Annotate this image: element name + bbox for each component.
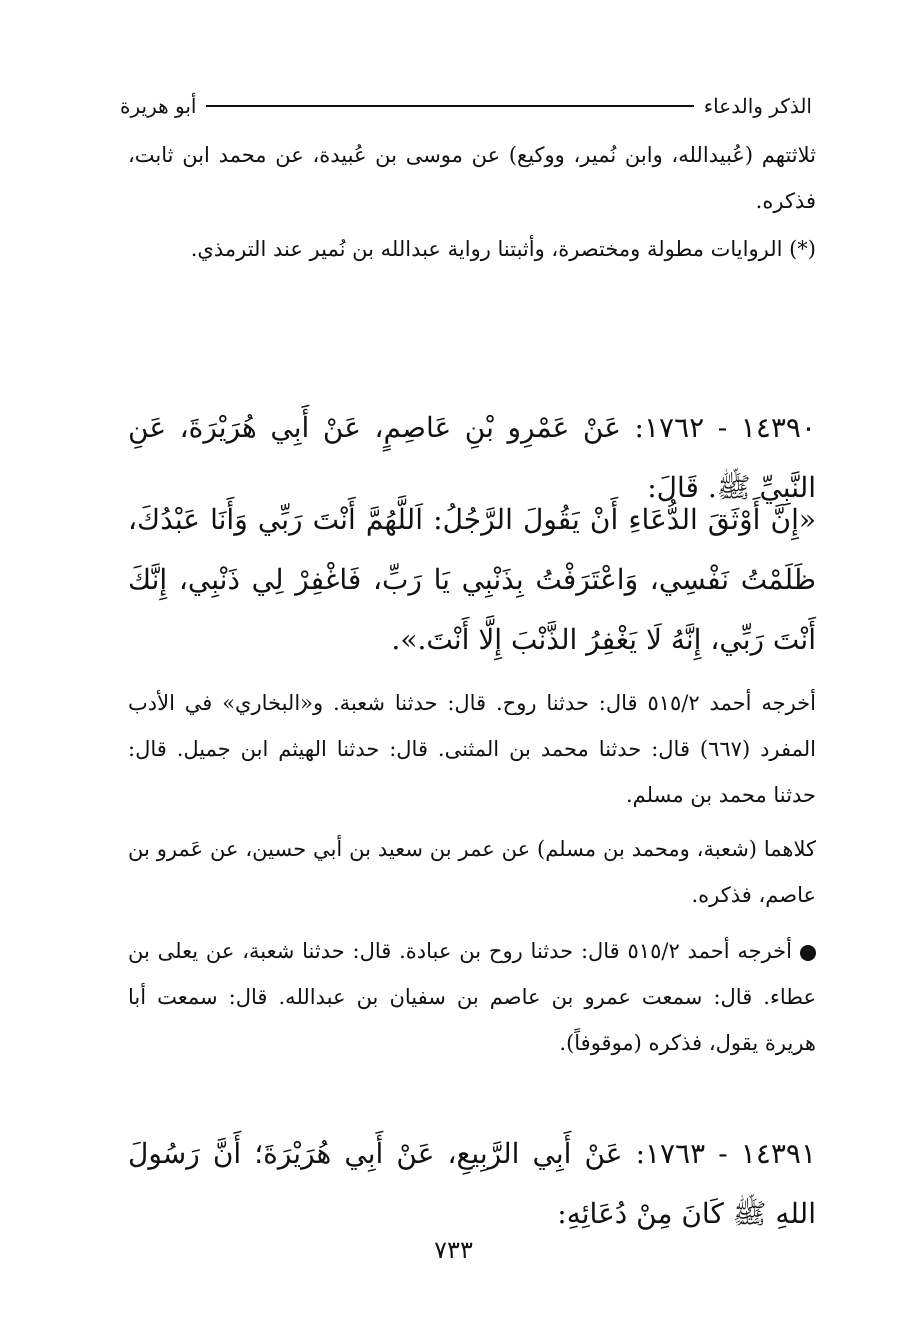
takhrij-paragraph-3-text: أخرجه أحمد ٥١٥/٢ قال: حدثنا روح بن عبادة. قال: حدثنا شعبة، عن يعلى بن عطاء. قال: سمعت عمرو بن عاصم بن سفيان بن عبدالله. قال: سمعت أبا هريرة يقول، فذكره (موقوفاً).: [128, 939, 816, 1055]
hadith-2-intro: ١٤٣٩١ - ١٧٦٣: عَنْ أَبِي الرَّبِيعِ، عَنْ أَبِي هُرَيْرَةَ؛ أَنَّ رَسُولَ اللهِ ﷺ كَانَ مِنْ دُعَائِهِ:: [128, 1137, 816, 1230]
header-section-title: الذكر والدعاء: [703, 94, 812, 118]
bullet-icon: [800, 945, 816, 961]
paragraph-narrators: ثلاثتهم (عُبيدالله، وابن نُمير، ووكيع) عن موسى بن عُبيدة، عن محمد ابن ثابت، فذكره.: [128, 143, 816, 213]
running-header: [120, 88, 812, 124]
header-rule: [206, 105, 693, 107]
takhrij-paragraph-2: كلاهما (شعبة، ومحمد بن مسلم) عن عمر بن سعيد بن أبي حسين، عن عَمرو بن عاصم، فذكره.: [128, 837, 816, 907]
header-narrator-title: أبو هريرة: [120, 94, 197, 118]
paragraph-note: (*) الروايات مطولة ومختصرة، وأثبتنا رواية عبدالله بن نُمير عند الترمذي.: [190, 237, 816, 261]
hadith-1-intro: ١٤٣٩٠ - ١٧٦٢: عَنْ عَمْرِو بْنِ عَاصِمٍ، عَنْ أَبِي هُرَيْرَةَ، عَنِ النَّبِيِّ ﷺ. قَالَ:: [128, 411, 816, 504]
takhrij-paragraph-1: أخرجه أحمد ٥١٥/٢ قال: حدثنا روح. قال: حدثنا شعبة. و«البخاري» في الأدب المفرد (٦٦٧) قال: حدثنا محمد بن المثنى. قال: حدثنا الهيثم ابن جميل. قال: حدثنا محمد بن مسلم.: [128, 691, 817, 807]
page-number: ٧٣٣: [434, 1236, 473, 1264]
takhrij-paragraph-3: [128, 928, 816, 1066]
hadith-1-text: «إِنَّ أَوْثَقَ الدُّعَاءِ أَنْ يَقُولَ الرَّجُلُ: اَللَّهُمَّ أَنْتَ رَبِّي وَأَنَا عَبْدُكَ، ظَلَمْتُ نَفْسِي، وَاعْتَرَفْتُ بِذَنْبِي يَا رَبِّ، فَاغْفِرْ لِي ذَنْبِي، إِنَّكَ أَنْتَ رَبِّي، إِنَّهُ لَا يَغْفِرُ الذَّنْبَ إِلَّا أَنْتَ.».: [128, 503, 816, 656]
